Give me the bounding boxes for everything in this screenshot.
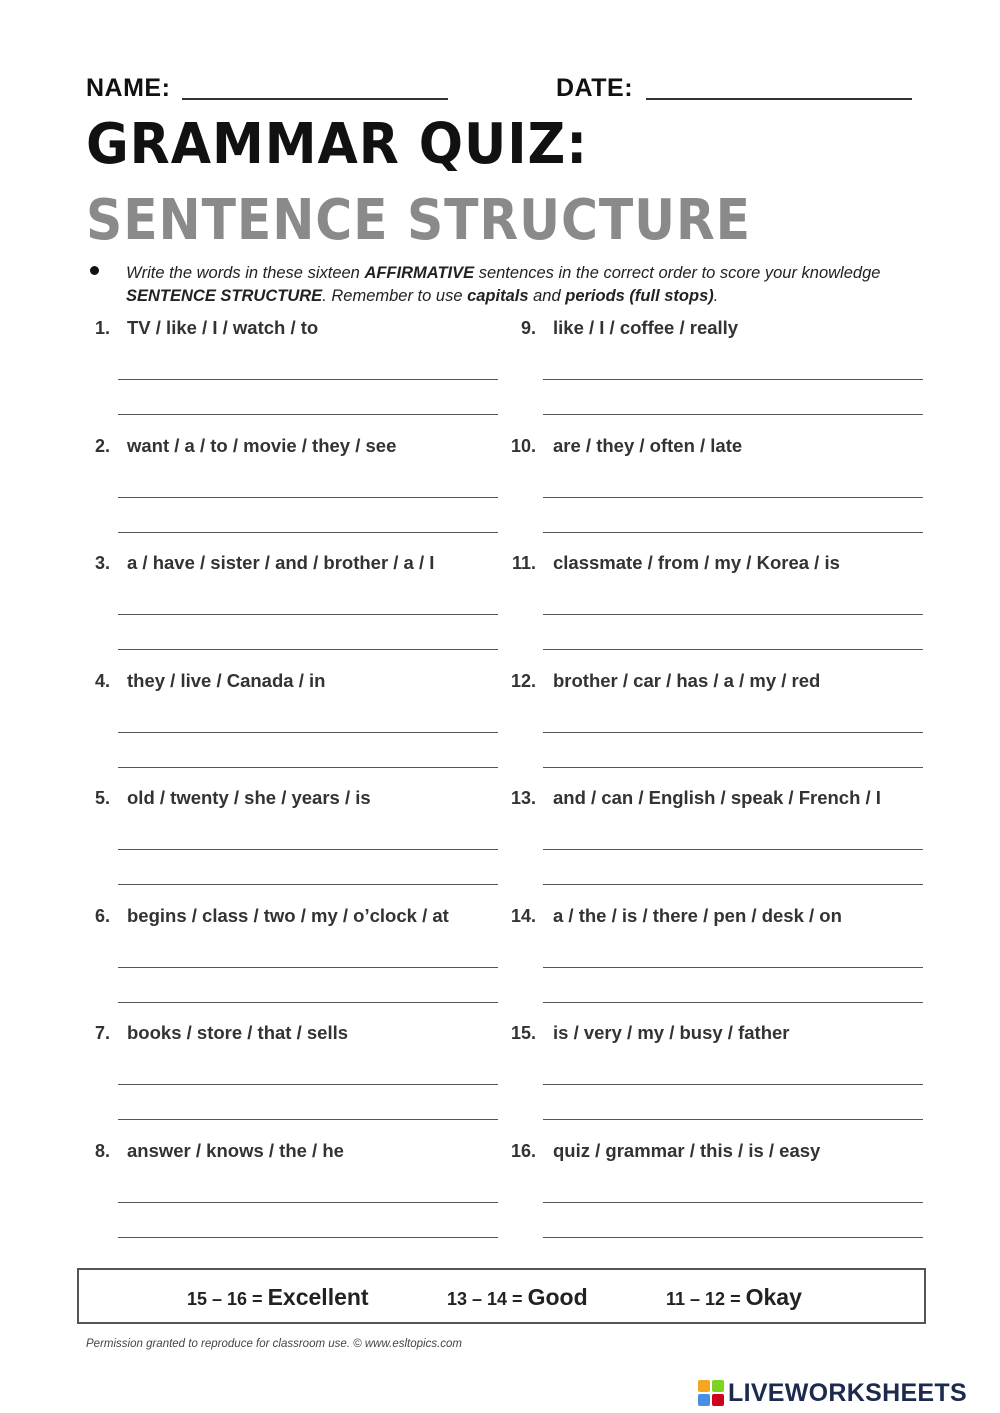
answer-line[interactable] <box>118 1119 498 1120</box>
answer-line[interactable] <box>118 1202 498 1203</box>
answer-line[interactable] <box>543 614 923 615</box>
question-number: 5. <box>94 788 110 808</box>
question-words: a / the / is / there / pen / desk / on <box>553 904 842 926</box>
question-number: 8. <box>94 1140 110 1161</box>
score-label: Excellent <box>267 1284 369 1310</box>
instructions-part-1: Write the words in these sixteen <box>126 264 365 282</box>
answer-line[interactable] <box>543 649 923 650</box>
answer-line[interactable] <box>543 379 923 380</box>
answer-line[interactable] <box>543 1084 923 1085</box>
answer-line[interactable] <box>543 884 923 885</box>
instructions-part-3: . Remember to use <box>322 287 468 305</box>
question-number: 6. <box>94 905 110 926</box>
score-okay <box>666 1284 802 1311</box>
question-words: a / have / sister / and / brother / a / I <box>127 552 435 573</box>
answer-line[interactable] <box>118 1084 498 1085</box>
answer-line[interactable] <box>118 1237 498 1238</box>
question-number: 10. <box>510 435 536 456</box>
logo-square <box>698 1380 710 1392</box>
instructions-affirmative: AFFIRMATIVE <box>364 264 475 282</box>
question-words: brother / car / has / a / my / red <box>553 669 821 691</box>
liveworksheets-text: LIVEWORKSHEETS <box>728 1378 967 1407</box>
question-words: are / they / often / late <box>553 434 743 456</box>
date-field-line[interactable] <box>646 98 912 100</box>
instructions-sentence-structure: SENTENCE STRUCTURE <box>126 287 323 305</box>
answer-line[interactable] <box>118 732 498 733</box>
question-words: answer / knows / the / he <box>127 1139 344 1161</box>
question-number: 3. <box>94 553 110 573</box>
answer-line[interactable] <box>118 649 498 650</box>
question-words: want / a / to / movie / they / see <box>127 434 397 456</box>
score-excellent <box>187 1284 369 1311</box>
score-range: 15 – 16 = <box>187 1289 263 1309</box>
answer-line[interactable] <box>543 532 923 533</box>
answer-line[interactable] <box>118 884 498 885</box>
answer-line[interactable] <box>118 967 498 968</box>
liveworksheets-logo-icon <box>698 1380 724 1406</box>
answer-line[interactable] <box>118 849 498 850</box>
score-range: 11 – 12 = <box>666 1289 741 1309</box>
question-words: begins / class / two / my / o’clock / at <box>127 904 449 926</box>
score-label: Good <box>527 1284 588 1310</box>
logo-square <box>712 1394 724 1406</box>
question-words: and / can / English / speak / French / I <box>553 787 881 808</box>
question-number: 1. <box>94 318 110 338</box>
question-number: 11. <box>511 553 536 573</box>
question-words: old / twenty / she / years / is <box>127 787 371 808</box>
answer-line[interactable] <box>118 1002 498 1003</box>
instructions <box>126 262 926 308</box>
answer-line[interactable] <box>543 967 923 968</box>
question-words: is / very / my / busy / father <box>553 1022 790 1043</box>
question-words: classmate / from / my / Korea / is <box>553 552 840 573</box>
answer-line[interactable] <box>543 497 923 498</box>
answer-line[interactable] <box>543 1237 923 1238</box>
answer-line[interactable] <box>118 532 498 533</box>
answer-line[interactable] <box>543 1202 923 1203</box>
answer-line[interactable] <box>543 849 923 850</box>
answer-line[interactable] <box>543 414 923 415</box>
instructions-part-4: and <box>528 287 566 305</box>
question-words: they / live / Canada / in <box>127 669 326 691</box>
question-number: 9. <box>520 318 536 338</box>
answer-line[interactable] <box>118 614 498 615</box>
score-range: 13 – 14 = <box>447 1289 523 1309</box>
question-number: 7. <box>94 1023 110 1043</box>
answer-line[interactable] <box>118 767 498 768</box>
answer-line[interactable] <box>118 497 498 498</box>
answer-line[interactable] <box>543 1119 923 1120</box>
score-good <box>447 1284 588 1311</box>
logo-square <box>698 1394 710 1406</box>
question-number: 13. <box>510 788 536 808</box>
instructions-capitals: capitals <box>467 287 529 305</box>
question-words: TV / like / I / watch / to <box>127 317 319 338</box>
answer-line[interactable] <box>543 1002 923 1003</box>
question-words: like / I / coffee / really <box>553 317 739 338</box>
bullet-icon <box>90 266 99 275</box>
name-field-line[interactable] <box>182 98 448 100</box>
liveworksheets-watermark <box>698 1378 967 1408</box>
score-label: Okay <box>745 1284 802 1310</box>
question-number: 14. <box>510 905 536 926</box>
answer-line[interactable] <box>543 767 923 768</box>
answer-line[interactable] <box>543 732 923 733</box>
question-number: 2. <box>94 435 110 456</box>
answer-line[interactable] <box>118 414 498 415</box>
question-words: quiz / grammar / this / is / easy <box>553 1139 821 1161</box>
date-label: DATE: <box>556 74 634 102</box>
question-number: 4. <box>94 670 110 691</box>
answer-line[interactable] <box>118 379 498 380</box>
question-words: books / store / that / sells <box>127 1022 349 1043</box>
question-number: 12. <box>510 670 536 691</box>
page-title: GRAMMAR QUIZ: <box>86 112 588 177</box>
name-label: NAME: <box>86 74 171 102</box>
question-number: 15. <box>510 1023 536 1043</box>
instructions-part-2: sentences in the correct order to score your knowledge <box>474 264 881 282</box>
instructions-periods: periods (full stops) <box>565 287 714 305</box>
permission-footer: Permission granted to reproduce for classroom use. © www.esltopics.com <box>86 1338 462 1350</box>
question-number: 16. <box>510 1140 536 1161</box>
instructions-part-5: . <box>713 287 719 305</box>
page-subtitle: SENTENCE STRUCTURE <box>86 188 752 253</box>
logo-square <box>712 1380 724 1392</box>
